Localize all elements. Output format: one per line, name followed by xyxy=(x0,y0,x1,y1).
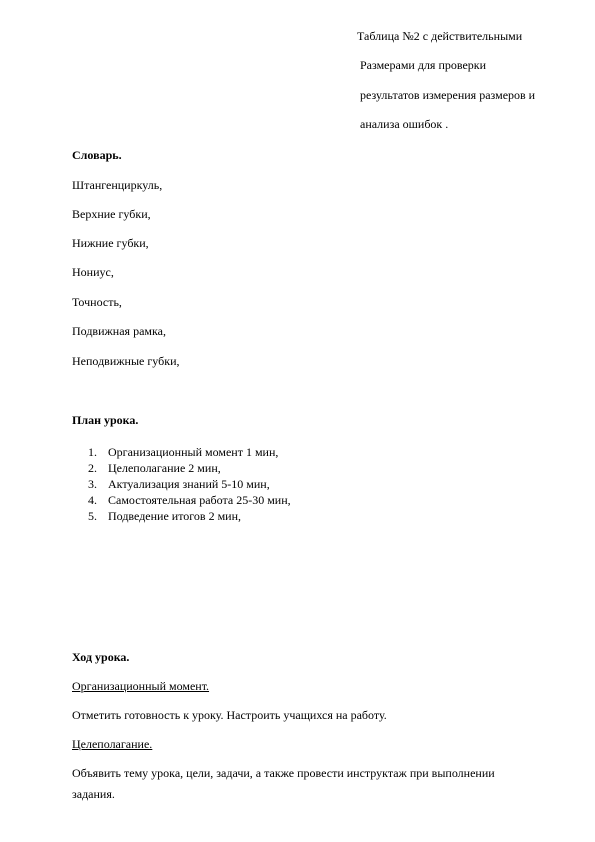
plan-item-text: Подведение итогов 2 мин, xyxy=(108,509,242,523)
plan-item-number: 3. xyxy=(88,477,97,491)
plan-title: План урока. xyxy=(72,413,139,427)
plan-item-number: 1. xyxy=(88,445,97,459)
plan-item-text: Самостоятельная работа 25-30 мин, xyxy=(108,493,291,507)
header-line-3: результатов измерения размеров и xyxy=(360,88,536,102)
dictionary-item: Штангенциркуль, xyxy=(72,178,163,192)
plan-item-number: 2. xyxy=(88,461,97,475)
plan-item-text: Целеполагание 2 мин, xyxy=(108,461,221,475)
goal-setting-text-line-2: задания. xyxy=(72,787,115,801)
plan-item-number: 4. xyxy=(88,493,97,507)
goal-setting-text-line-1: Объявить тему урока, цели, задачи, а также провести инструктаж при выполнении xyxy=(72,766,495,780)
dictionary-item: Верхние губки, xyxy=(72,207,151,221)
dictionary-item: Нижние губки, xyxy=(72,236,149,250)
plan-item-text: Актуализация знаний 5-10 мин, xyxy=(108,477,270,491)
plan-item-number: 5. xyxy=(88,509,97,523)
dictionary-item: Нониус, xyxy=(72,265,114,279)
dictionary-item: Точность, xyxy=(72,295,122,309)
goal-setting-heading: Целеполагание. xyxy=(72,737,153,751)
header-line-2: Размерами для проверки xyxy=(360,58,487,72)
dictionary-item: Подвижная рамка, xyxy=(72,324,166,338)
org-moment-text: Отметить готовность к уроку. Настроить учащихся на работу. xyxy=(72,708,387,722)
plan-item-text: Организационный момент 1 мин, xyxy=(108,445,279,459)
dictionary-title: Словарь. xyxy=(72,148,122,162)
dictionary-item: Неподвижные губки, xyxy=(72,354,180,368)
org-moment-heading: Организационный момент. xyxy=(72,679,210,693)
lesson-title: Ход урока. xyxy=(72,650,130,664)
header-line-4: анализа ошибок . xyxy=(360,117,449,131)
header-line-1: Таблица №2 с действительными xyxy=(357,29,523,43)
